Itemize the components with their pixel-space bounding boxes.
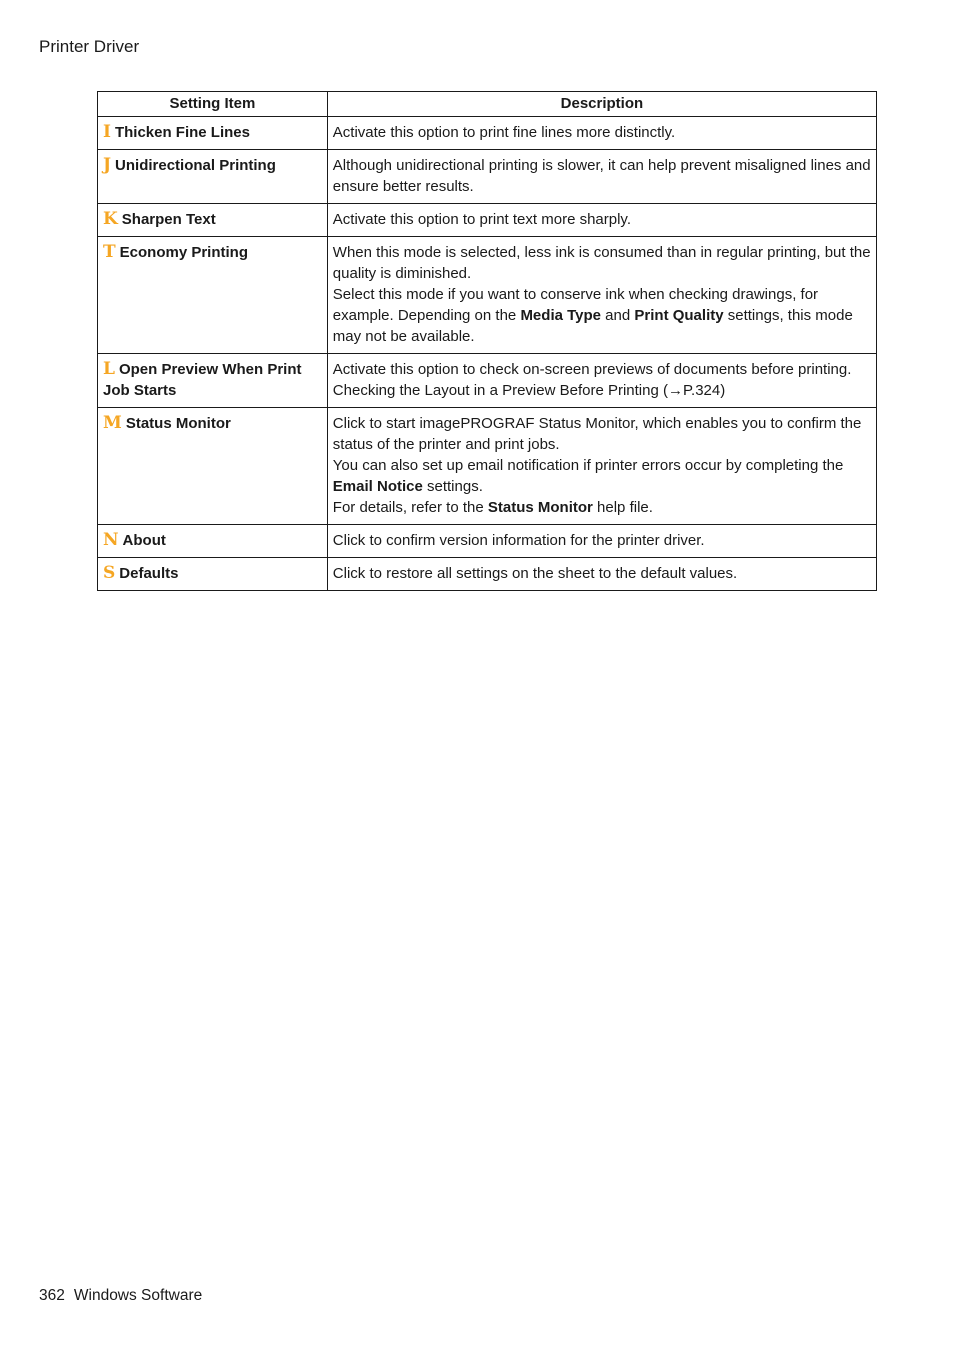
- description-cell: [327, 150, 876, 204]
- table-row: [98, 408, 877, 525]
- table-row: [98, 237, 877, 354]
- column-header-setting-item: Setting Item: [98, 92, 328, 117]
- description-fragment: For details, refer to the: [332, 499, 488, 516]
- setting-marker: K: [103, 209, 118, 229]
- page-footer: [39, 1287, 202, 1305]
- print-quality-setting-ref: Print Quality: [634, 307, 724, 324]
- table-row: [98, 558, 877, 591]
- description-text: Activate this option to print text more sharply.: [332, 211, 631, 228]
- description-cell: [327, 558, 876, 591]
- setting-item-cell: [98, 150, 328, 204]
- description-cell: [327, 237, 876, 354]
- table-row: [98, 150, 877, 204]
- status-monitor-ref: Status Monitor: [487, 499, 593, 516]
- footer-section-title: Windows Software: [73, 1287, 203, 1304]
- description-fragment: and: [601, 307, 635, 324]
- setting-marker: L: [103, 359, 115, 379]
- description-cell: [327, 354, 876, 408]
- description-text: [333, 497, 871, 518]
- setting-marker: S: [103, 563, 116, 583]
- description-text: Click to restore all settings on the sheet to the default values.: [332, 565, 738, 582]
- description-fragment: Select this mode if you want to conserve ink when checking drawings, for example. Depending on the: [332, 286, 819, 324]
- description-text: Click to confirm version information for the printer driver.: [332, 532, 705, 549]
- description-cell: [327, 408, 876, 525]
- description-text: [333, 284, 871, 347]
- description-text: [333, 455, 871, 497]
- description-text: When this mode is selected, less ink is consumed than in regular printing, but the quality is diminished.: [332, 244, 871, 282]
- table-row: [98, 117, 877, 150]
- setting-marker: I: [103, 122, 111, 142]
- table-header-row: [98, 92, 877, 117]
- setting-item-cell: [98, 204, 328, 237]
- setting-name: Status Monitor: [125, 415, 231, 432]
- description-fragment: help file.: [592, 499, 653, 516]
- description-text: Although unidirectional printing is slower, it can help prevent misaligned lines and ensure better results.: [332, 157, 871, 195]
- setting-name: Economy Printing: [119, 244, 248, 261]
- setting-name: Unidirectional Printing: [115, 157, 276, 174]
- description-fragment: settings, this mode may not be available.: [332, 307, 853, 345]
- description-cell: [327, 204, 876, 237]
- preview-reference-link[interactable]: Checking the Layout in a Preview Before Printing (→P.324): [332, 382, 726, 399]
- page-number: 362: [39, 1287, 65, 1304]
- setting-item-cell: [98, 558, 328, 591]
- description-fragment: settings.: [422, 478, 483, 495]
- column-header-description: Description: [327, 92, 876, 117]
- setting-marker: N: [103, 530, 119, 550]
- table-row: [98, 204, 877, 237]
- description-cell: [327, 117, 876, 150]
- email-notice-setting-ref: Email Notice: [332, 478, 423, 495]
- setting-marker: T: [103, 242, 116, 262]
- setting-marker: M: [103, 413, 122, 433]
- setting-item-cell: [98, 117, 328, 150]
- media-type-setting-ref: Media Type: [520, 307, 602, 324]
- settings-table: [97, 91, 877, 591]
- description-text: Click to start imagePROGRAF Status Monitor, which enables you to confirm the status of the printer and print jobs.: [332, 415, 862, 453]
- description-fragment: You can also set up email notification if printer errors occur by completing the: [332, 457, 844, 474]
- table-row: [98, 354, 877, 408]
- page-header: Printer Driver: [39, 37, 140, 56]
- setting-name: Sharpen Text: [121, 211, 216, 228]
- setting-name: Open Preview When Print Job Starts: [103, 361, 302, 399]
- setting-name: Defaults: [119, 565, 179, 582]
- setting-item-cell: [98, 525, 328, 558]
- description-text: Activate this option to check on-screen previews of documents before printing.: [332, 361, 852, 378]
- setting-item-cell: [98, 237, 328, 354]
- setting-name: Thicken Fine Lines: [114, 124, 250, 141]
- setting-item-cell: [98, 354, 328, 408]
- description-text: Activate this option to print fine lines more distinctly.: [332, 124, 676, 141]
- table-row: [98, 525, 877, 558]
- setting-item-cell: [98, 408, 328, 525]
- description-cell: [327, 525, 876, 558]
- setting-marker: J: [103, 155, 112, 175]
- setting-name: About: [122, 532, 166, 549]
